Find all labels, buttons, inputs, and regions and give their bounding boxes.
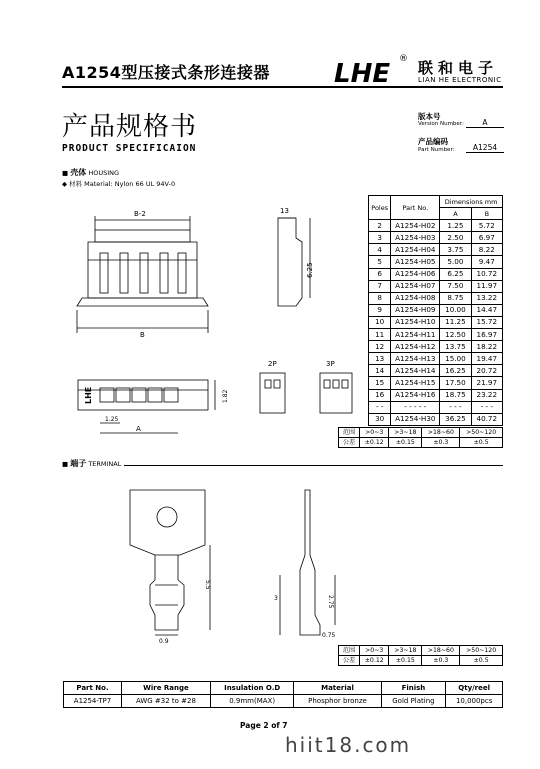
spec-header: Finish bbox=[381, 682, 446, 695]
spec-cell: Phosphor bronze bbox=[294, 695, 381, 708]
logo-text: LHE bbox=[334, 59, 391, 86]
terminal-title-cn: 端子 bbox=[70, 459, 87, 468]
range-cell: >50~120 bbox=[460, 646, 503, 656]
dim-table-row bbox=[369, 377, 503, 389]
dim-b-minus-2: B-2 bbox=[134, 210, 146, 218]
dim-5-5: 5.5 bbox=[204, 580, 211, 590]
spec-cell: 0.9mm(MAX) bbox=[210, 695, 294, 708]
dim-table-cell: 16 bbox=[369, 389, 391, 401]
spec-cell: 10,000pcs bbox=[446, 695, 503, 708]
dim-table-cell: 12 bbox=[369, 341, 391, 353]
dim-table-row bbox=[369, 365, 503, 377]
dim-table-cell: 8.22 bbox=[471, 244, 502, 256]
housing-title-en: HOUSING bbox=[88, 169, 120, 177]
dim-table-cell: A1254-H10 bbox=[391, 316, 440, 328]
dim-table-cell: 2 bbox=[369, 220, 391, 232]
company-name-en: LIAN HE ELECTRONIC bbox=[418, 76, 502, 84]
housing-title-cn: 壳体 bbox=[70, 168, 87, 177]
dim-b: B bbox=[140, 331, 145, 339]
dim-2-75: 2.75 bbox=[327, 595, 334, 609]
dim-table-cell: 15.00 bbox=[440, 353, 471, 365]
dim-table-row bbox=[369, 413, 503, 425]
dim-table-cell: 10.72 bbox=[471, 268, 502, 280]
terminal-drawing bbox=[110, 485, 370, 645]
terminal-spec-table bbox=[63, 681, 503, 708]
version-value: A bbox=[466, 118, 504, 128]
dim-table-cell: 6 bbox=[369, 268, 391, 280]
dim-table-cell: 40.72 bbox=[471, 413, 502, 425]
dim-table-cell: 11.25 bbox=[440, 316, 471, 328]
label-2p: 2P bbox=[268, 360, 277, 368]
part-number-label-en: Part Number: bbox=[418, 147, 455, 153]
dim-table-cell: 9.47 bbox=[471, 256, 502, 268]
header-a: A bbox=[440, 208, 471, 220]
tolerance-cell: ±0.3 bbox=[422, 656, 460, 666]
dim-table-cell: 6.97 bbox=[471, 232, 502, 244]
dim-table-row bbox=[369, 244, 503, 256]
diamond-bullet-icon: ◆ bbox=[62, 180, 67, 188]
dim-table-cell: 4 bbox=[369, 244, 391, 256]
dim-table-cell: 10 bbox=[369, 316, 391, 328]
dim-table-cell: 18.22 bbox=[471, 341, 502, 353]
range-cell: >18~60 bbox=[422, 646, 460, 656]
label-3p: 3P bbox=[326, 360, 335, 368]
dim-table-cell: A1254-H12 bbox=[391, 341, 440, 353]
tolerance-cell: ±0.12 bbox=[360, 656, 389, 666]
tolerance-label: 公差 bbox=[339, 656, 360, 666]
dim-table-cell: A1254-H16 bbox=[391, 389, 440, 401]
dim-table-cell: 12.50 bbox=[440, 329, 471, 341]
bottom-logo: LHE bbox=[84, 386, 93, 404]
dim-table-cell: 15 bbox=[369, 377, 391, 389]
dim-table-cell: A1254-H03 bbox=[391, 232, 440, 244]
dim-table-cell: 19.47 bbox=[471, 353, 502, 365]
dim-table-cell: 2.50 bbox=[440, 232, 471, 244]
spec-title-en: PRODUCT SPECIFICAION bbox=[62, 143, 197, 154]
terminal-rule bbox=[62, 465, 503, 466]
dim-table-cell: 6.25 bbox=[440, 268, 471, 280]
dim-table-cell: 9 bbox=[369, 304, 391, 316]
dim-table-cell: A1254-H08 bbox=[391, 292, 440, 304]
tolerance-table-2 bbox=[338, 645, 503, 666]
header-part-no: Part No. bbox=[391, 196, 440, 220]
dim-table-row bbox=[369, 220, 503, 232]
dim-table-cell: A1254-H04 bbox=[391, 244, 440, 256]
dim-table-cell: 11.97 bbox=[471, 280, 502, 292]
spec-title-cn: 产品规格书 bbox=[62, 112, 198, 142]
spec-cell: Gold Plating bbox=[381, 695, 446, 708]
dim-a: A bbox=[136, 425, 141, 433]
dim-table-row bbox=[369, 256, 503, 268]
range-cell: >3~18 bbox=[389, 428, 422, 438]
dim-table-cell: 13.75 bbox=[440, 341, 471, 353]
dim-table-cell: 8 bbox=[369, 292, 391, 304]
dim-table-cell: 5.00 bbox=[440, 256, 471, 268]
dim-table-cell: A1254-H06 bbox=[391, 268, 440, 280]
dim-table-cell: A1254-H11 bbox=[391, 329, 440, 341]
tolerance-cell: ±0.12 bbox=[360, 438, 389, 448]
range-cell: >50~120 bbox=[460, 428, 503, 438]
page-number: Page 2 of 7 bbox=[240, 721, 288, 730]
housing-drawing bbox=[60, 198, 360, 438]
dim-table-cell: 16.25 bbox=[440, 365, 471, 377]
dim-table-cell: 7.50 bbox=[440, 280, 471, 292]
dim-table-cell: - - - bbox=[471, 401, 502, 413]
housing-material bbox=[62, 179, 175, 188]
header-poles: Poles bbox=[369, 196, 391, 220]
dim-13: 13 bbox=[280, 207, 289, 215]
dim-table-cell: 36.25 bbox=[440, 413, 471, 425]
dim-table-cell: A1254-H09 bbox=[391, 304, 440, 316]
square-bullet-icon: ■ bbox=[62, 460, 69, 468]
tolerance-table-1 bbox=[338, 427, 503, 448]
dim-table-cell: A1254-H30 bbox=[391, 413, 440, 425]
registered-mark: ® bbox=[399, 54, 408, 64]
spec-header: Material bbox=[294, 682, 381, 695]
material-text: 材料 Material: Nylon 66 UL 94V-0 bbox=[69, 180, 176, 188]
spec-header: Part No. bbox=[64, 682, 122, 695]
dim-table-cell: 16.97 bbox=[471, 329, 502, 341]
dim-table-cell: A1254-H05 bbox=[391, 256, 440, 268]
company-name-cn: 联和电子 bbox=[418, 59, 499, 77]
dim-table-cell: 23.22 bbox=[471, 389, 502, 401]
header-b: B bbox=[471, 208, 502, 220]
dim-table-row bbox=[369, 389, 503, 401]
dim-0-9: 0.9 bbox=[159, 638, 169, 645]
dim-table-cell: 11 bbox=[369, 329, 391, 341]
terminal-heading bbox=[62, 458, 124, 469]
spec-header: Insulation O.D bbox=[210, 682, 294, 695]
dim-6-25: 6.25 bbox=[306, 262, 314, 278]
dim-table-row bbox=[369, 268, 503, 280]
terminal-title-en: TERMINAL bbox=[88, 460, 122, 468]
part-number-label-cn: 产品编码 bbox=[418, 137, 448, 146]
watermark: hiit18.com bbox=[285, 733, 412, 757]
part-number-value: A1254 bbox=[466, 143, 504, 153]
tolerance-cell: ±0.5 bbox=[460, 438, 503, 448]
header-rule bbox=[62, 86, 503, 88]
dim-1-82: 1.82 bbox=[222, 389, 229, 403]
version-label-en: Version Number: bbox=[418, 121, 464, 127]
spec-header: Qty/reel bbox=[446, 682, 503, 695]
dim-table-row bbox=[369, 341, 503, 353]
dim-table-cell: 17.50 bbox=[440, 377, 471, 389]
dimensions-table bbox=[368, 195, 503, 426]
dim-table-cell: A1254-H07 bbox=[391, 280, 440, 292]
version-label-cn: 版本号 bbox=[418, 112, 441, 121]
dim-table-cell: 3 bbox=[369, 232, 391, 244]
dim-table-cell: 3.75 bbox=[440, 244, 471, 256]
dim-table-row bbox=[369, 232, 503, 244]
tolerance-cell: ±0.5 bbox=[460, 656, 503, 666]
dim-table-cell: 8.75 bbox=[440, 292, 471, 304]
spec-header: Wire Range bbox=[122, 682, 211, 695]
dim-table-cell: 13.22 bbox=[471, 292, 502, 304]
dim-table-row bbox=[369, 401, 503, 413]
dim-table-cell: 5.72 bbox=[471, 220, 502, 232]
dim-table-cell: 30 bbox=[369, 413, 391, 425]
range-cell: >18~60 bbox=[422, 428, 460, 438]
dim-table-cell: 10.00 bbox=[440, 304, 471, 316]
dim-table-cell: A1254-H14 bbox=[391, 365, 440, 377]
spec-cell: A1254-TP7 bbox=[64, 695, 122, 708]
dim-table-cell: 14.47 bbox=[471, 304, 502, 316]
dim-table-cell: 14 bbox=[369, 365, 391, 377]
dim-1-25: 1.25 bbox=[105, 416, 119, 423]
dim-table-row bbox=[369, 304, 503, 316]
dim-table-cell: - - bbox=[369, 401, 391, 413]
range-cell: >0~3 bbox=[360, 646, 389, 656]
range-label: 范围 bbox=[339, 428, 360, 438]
tolerance-cell: ±0.15 bbox=[389, 438, 422, 448]
dim-table-row bbox=[369, 353, 503, 365]
dim-table-cell: 15.72 bbox=[471, 316, 502, 328]
dim-table-cell: 1.25 bbox=[440, 220, 471, 232]
range-cell: >0~3 bbox=[360, 428, 389, 438]
tolerance-label: 公差 bbox=[339, 438, 360, 448]
dim-table-cell: A1254-H15 bbox=[391, 377, 440, 389]
dim-table-cell: A1254-H13 bbox=[391, 353, 440, 365]
dim-table-cell: 20.72 bbox=[471, 365, 502, 377]
dim-table-cell: - - - - - bbox=[391, 401, 440, 413]
dim-table-cell: - - - bbox=[440, 401, 471, 413]
dim-table-cell: 13 bbox=[369, 353, 391, 365]
dim-3: 3 bbox=[274, 595, 278, 602]
square-bullet-icon: ■ bbox=[62, 169, 69, 177]
document-title: A1254型压接式条形连接器 bbox=[62, 63, 270, 82]
tolerance-cell: ±0.3 bbox=[422, 438, 460, 448]
dim-table-cell: A1254-H02 bbox=[391, 220, 440, 232]
range-label: 范围 bbox=[339, 646, 360, 656]
dim-table-row bbox=[369, 316, 503, 328]
spec-cell: AWG #32 to #28 bbox=[122, 695, 211, 708]
dim-table-cell: 18.75 bbox=[440, 389, 471, 401]
dim-table-cell: 7 bbox=[369, 280, 391, 292]
header-dimensions: Dimensions mm bbox=[440, 196, 503, 208]
dim-table-cell: 5 bbox=[369, 256, 391, 268]
dim-table-cell: 21.97 bbox=[471, 377, 502, 389]
dim-table-row bbox=[369, 292, 503, 304]
housing-heading bbox=[62, 167, 119, 178]
dim-table-row bbox=[369, 280, 503, 292]
dim-table-row bbox=[369, 329, 503, 341]
range-cell: >3~18 bbox=[389, 646, 422, 656]
dim-0-75: 0.75 bbox=[322, 632, 336, 639]
tolerance-cell: ±0.15 bbox=[389, 656, 422, 666]
